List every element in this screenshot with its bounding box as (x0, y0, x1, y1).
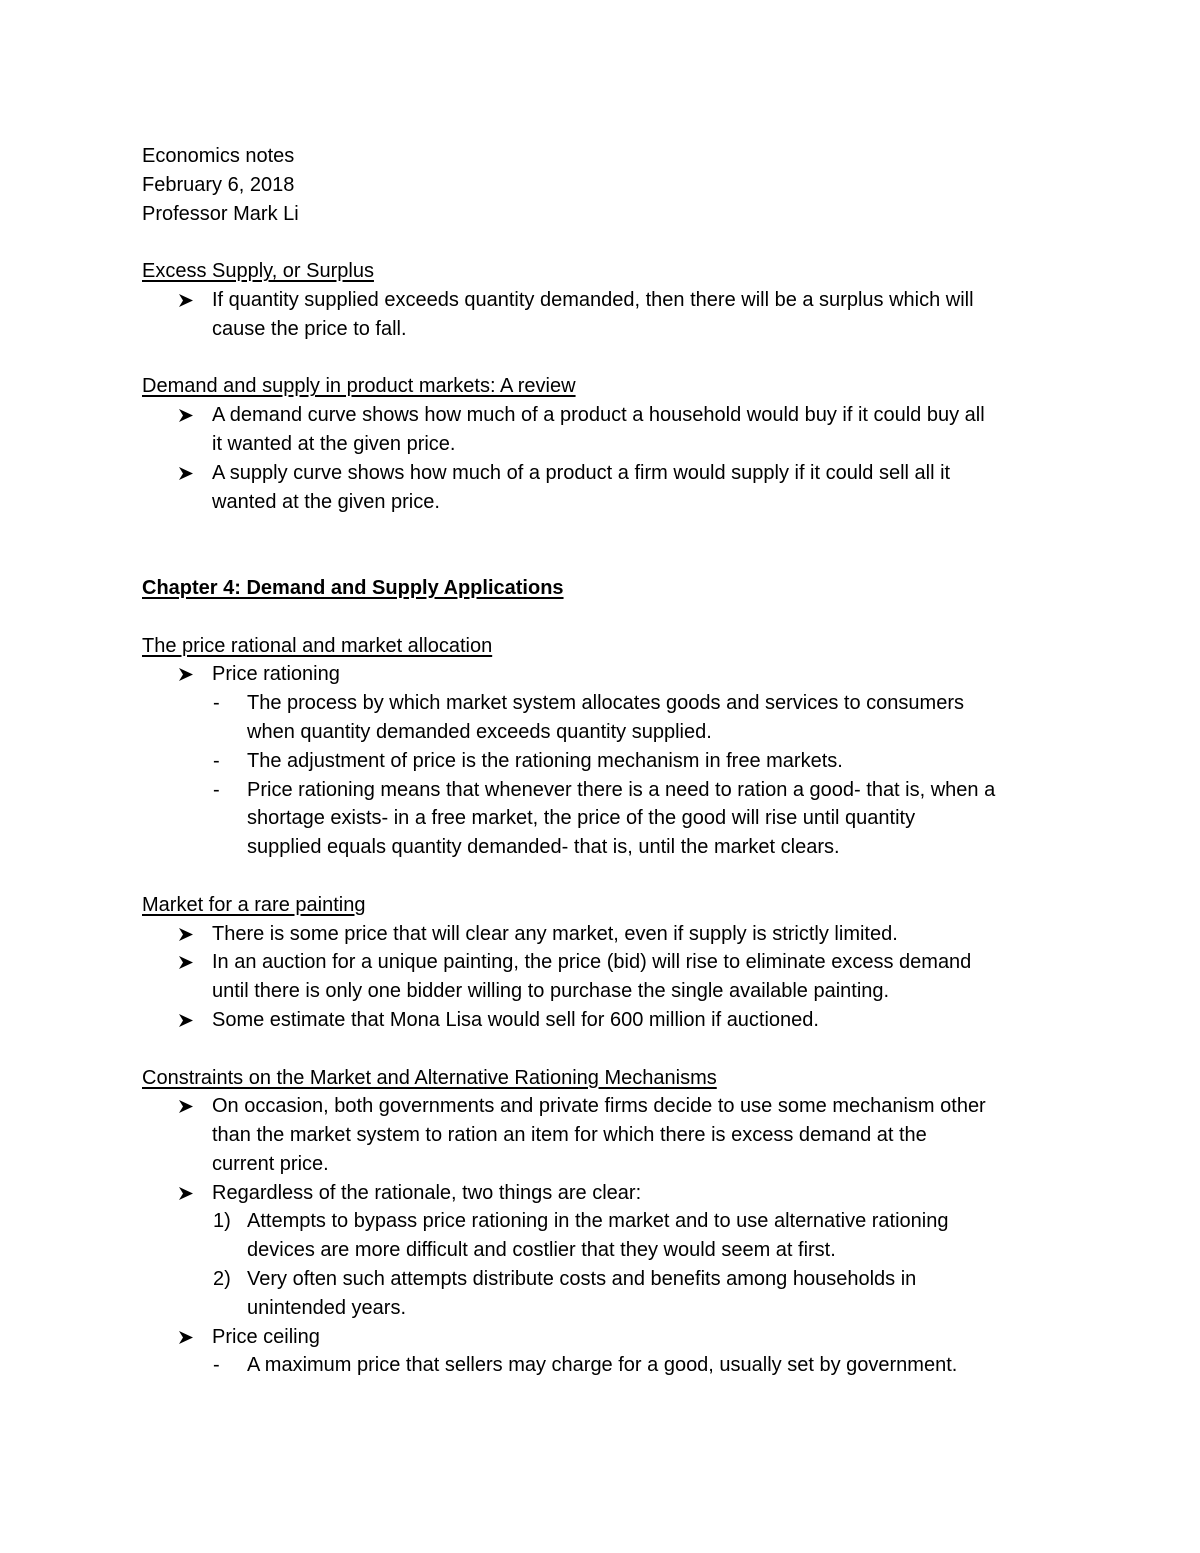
bullet-surplus: If quantity supplied exceeds quantity demanded, then there will be a surplus which will cause the price to fall. (142, 286, 1062, 344)
heading-price-rational: The price rational and market allocation (142, 634, 493, 657)
bullet-on-occasion: On occasion, both governments and private firms decide to use some mechanism other than the market system to ration an item for which there is excess demand at the current price. (142, 1092, 1062, 1178)
bullet-mona-lisa: Some estimate that Mona Lisa would sell for 600 million if auctioned. (142, 1006, 1062, 1035)
dash-item-rationing-means: - Price rationing means that whenever there is a need to ration a good- that is, when a shortage exists- in a free market, the price of the good will rise until quantity supplied equals quantity demanded- that is, until the market clears. (142, 776, 1062, 862)
doc-date: February 6, 2018 (142, 173, 295, 196)
dash-marker: - (213, 749, 220, 772)
doc-professor: Professor Mark Li (142, 202, 299, 225)
bullet-supply-curve: A supply curve shows how much of a product a firm would supply if it could sell all it wanted at the given price. (142, 459, 1062, 517)
heading-rare-painting: Market for a rare painting (142, 893, 366, 916)
arrowhead-icon (178, 660, 194, 682)
arrowhead-icon (178, 1006, 194, 1028)
dash-marker: - (213, 1354, 220, 1377)
arrowhead-icon (178, 1092, 194, 1114)
arrowhead-icon (178, 1179, 194, 1201)
dash-marker: - (213, 778, 220, 801)
number-marker: 1) (213, 1210, 231, 1233)
dash-marker: - (213, 692, 220, 715)
arrowhead-icon (178, 920, 194, 942)
arrowhead-icon (178, 401, 194, 423)
arrowhead-icon (178, 459, 194, 481)
bullet-clear-market: There is some price that will clear any market, even if supply is strictly limited. (142, 920, 1062, 949)
heading-demand-supply-review: Demand and supply in product markets: A review (142, 375, 576, 398)
numbered-item-1: 1) Attempts to bypass price rationing in the market and to use alternative rationing devices are more difficult and costlier that they would seem at first. (142, 1207, 1062, 1265)
heading-constraints: Constraints on the Market and Alternative Rationing Mechanisms (142, 1066, 717, 1089)
bullet-demand-curve: A demand curve shows how much of a product a household would buy if it could buy all it wanted at the given price. (142, 401, 1062, 459)
bullet-price-rationing: Price rationing (142, 660, 1062, 689)
chapter-title: Chapter 4: Demand and Supply Applications (142, 576, 564, 599)
doc-title: Economics notes (142, 145, 295, 167)
arrowhead-icon (178, 948, 194, 970)
number-marker: 2) (213, 1268, 231, 1291)
arrowhead-icon (178, 1323, 194, 1345)
arrowhead-icon (178, 286, 194, 308)
document-content (142, 142, 1062, 1380)
bullet-auction: In an auction for a unique painting, the price (bid) will rise to eliminate excess demand until there is only one bidder willing to purchase the single available painting. (142, 948, 1062, 1006)
dash-item-max-price: - A maximum price that sellers may charge for a good, usually set by government. (142, 1351, 1062, 1380)
bullet-regardless: Regardless of the rationale, two things are clear: (142, 1179, 1062, 1208)
dash-item-adjustment: - The adjustment of price is the rationing mechanism in free markets. (142, 747, 1062, 776)
heading-excess-supply: Excess Supply, or Surplus (142, 260, 374, 283)
numbered-item-2: 2) Very often such attempts distribute costs and benefits among households in unintended years. (142, 1265, 1062, 1323)
dash-item-process: - The process by which market system allocates goods and services to consumers when quantity demanded exceeds quantity supplied. (142, 689, 1062, 747)
bullet-price-ceiling: Price ceiling (142, 1323, 1062, 1352)
